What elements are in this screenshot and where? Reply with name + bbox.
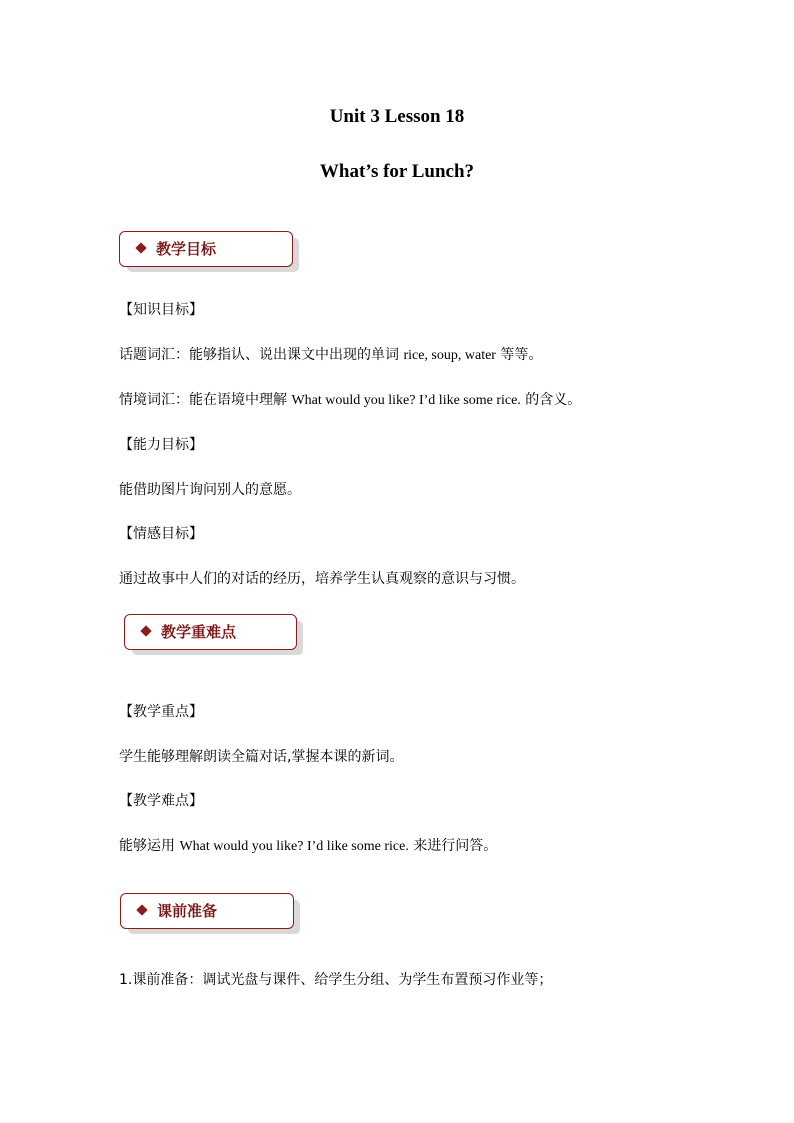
ability-objective-text: 能借助图片询问别人的意愿。: [119, 482, 301, 498]
diamond-icon: [135, 242, 146, 253]
preparation-item: 1.课前准备：调试光盘与课件、给学生分组、为学生布置预习作业等；: [119, 972, 553, 988]
emotion-objective-label: 【情感目标】: [119, 526, 203, 542]
teaching-difficulty-suffix: 来进行问答。: [408, 838, 498, 854]
topic-vocabulary-words: rice, soup, water: [403, 348, 496, 363]
emotion-objective-text: 通过故事中人们的对话的经历，培养学生认真观察的意识与习惯。: [119, 571, 525, 587]
section-heading: 教学重难点: [161, 623, 237, 641]
section-header-objectives: [119, 231, 293, 267]
section-header-key-points: [124, 614, 297, 650]
topic-vocabulary-line: [119, 345, 542, 366]
teaching-difficulty-sentence: What would you like? I’d like some rice.: [179, 839, 409, 854]
lesson-title: Unit 3 Lesson 18: [329, 106, 465, 127]
topic-vocabulary-prefix: 话题词汇：能够指认、说出课文中出现的单词: [119, 347, 404, 363]
diamond-icon: [140, 625, 151, 636]
topic-vocabulary-suffix: 等等。: [495, 347, 543, 363]
teaching-focus-label: 【教学重点】: [119, 704, 203, 720]
teaching-focus-text: 学生能够理解朗读全篇对话,掌握本课的新词。: [119, 749, 404, 765]
section-heading: 课前准备: [157, 902, 218, 920]
teaching-difficulty-prefix: 能够运用: [119, 838, 180, 854]
section-header-preparation: [120, 893, 294, 929]
context-vocabulary-line: [119, 390, 581, 411]
teaching-difficulty-label: 【教学难点】: [119, 793, 203, 809]
teaching-difficulty-line: [119, 836, 497, 857]
context-vocabulary-sentence: What would you like? I’d like some rice.: [291, 393, 521, 408]
section-heading: 教学目标: [156, 240, 217, 258]
ability-objective-label: 【能力目标】: [119, 437, 203, 453]
knowledge-objective-label: 【知识目标】: [119, 302, 203, 318]
diamond-icon: [136, 904, 147, 915]
context-vocabulary-prefix: 情境词汇：能在语境中理解: [119, 392, 292, 408]
context-vocabulary-suffix: 的含义。: [520, 392, 582, 408]
lesson-subtitle: What’s for Lunch?: [319, 161, 475, 182]
